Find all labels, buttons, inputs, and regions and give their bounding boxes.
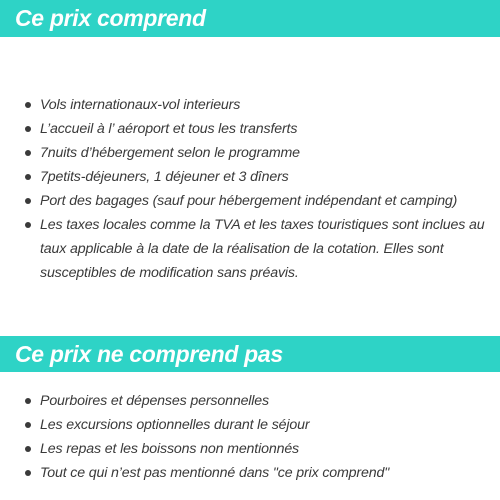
list-item xyxy=(0,141,500,165)
includes-list xyxy=(0,93,500,285)
list-item xyxy=(0,165,500,189)
list-item-text: Les repas et les boissons non mentionnés xyxy=(40,441,299,457)
bullet-icon xyxy=(25,470,31,476)
list-item-text: 7petits-déjeuners, 1 déjeuner et 3 dîners xyxy=(40,169,289,185)
list-item-text: Vols internationaux-vol interieurs xyxy=(40,97,241,113)
list-item-text: Pourboires et dépenses personnelles xyxy=(40,393,269,409)
list-item xyxy=(0,93,500,117)
bullet-icon xyxy=(25,222,31,228)
list-item-text: Tout ce qui n’est pas mentionné dans "ce prix comprend" xyxy=(40,465,390,481)
list-item-text: L’accueil à l’ aéroport et tous les transferts xyxy=(40,121,298,137)
list-item xyxy=(0,461,500,485)
list-item-text: 7nuits d’hébergement selon le programme xyxy=(40,145,300,161)
list-item xyxy=(0,413,500,437)
bullet-icon xyxy=(25,198,31,204)
list-item xyxy=(0,437,500,461)
bullet-icon xyxy=(25,422,31,428)
bullet-icon xyxy=(25,126,31,132)
list-item-text: Port des bagages (sauf pour hébergement indépendant et camping) xyxy=(40,193,458,209)
bullet-icon xyxy=(25,446,31,452)
section-header-excludes xyxy=(0,336,500,372)
list-item xyxy=(0,189,500,213)
list-item xyxy=(0,117,500,141)
list-item xyxy=(0,389,500,413)
section-title-includes: Ce prix comprend xyxy=(15,5,206,31)
list-item-text: Les taxes locales comme la TVA et les taxes touristiques sont inclues au taux applicable à la date de la réalisation de la cotation. Elles sont susceptibles de modification sans préavis. xyxy=(40,217,485,281)
bullet-icon xyxy=(25,174,31,180)
excludes-list xyxy=(0,389,500,485)
list-item xyxy=(0,213,500,285)
bullet-icon xyxy=(25,398,31,404)
section-title-excludes: Ce prix ne comprend pas xyxy=(15,341,283,367)
section-header-includes xyxy=(0,0,500,37)
bullet-icon xyxy=(25,102,31,108)
list-item-text: Les excursions optionnelles durant le séjour xyxy=(40,417,310,433)
bullet-icon xyxy=(25,150,31,156)
